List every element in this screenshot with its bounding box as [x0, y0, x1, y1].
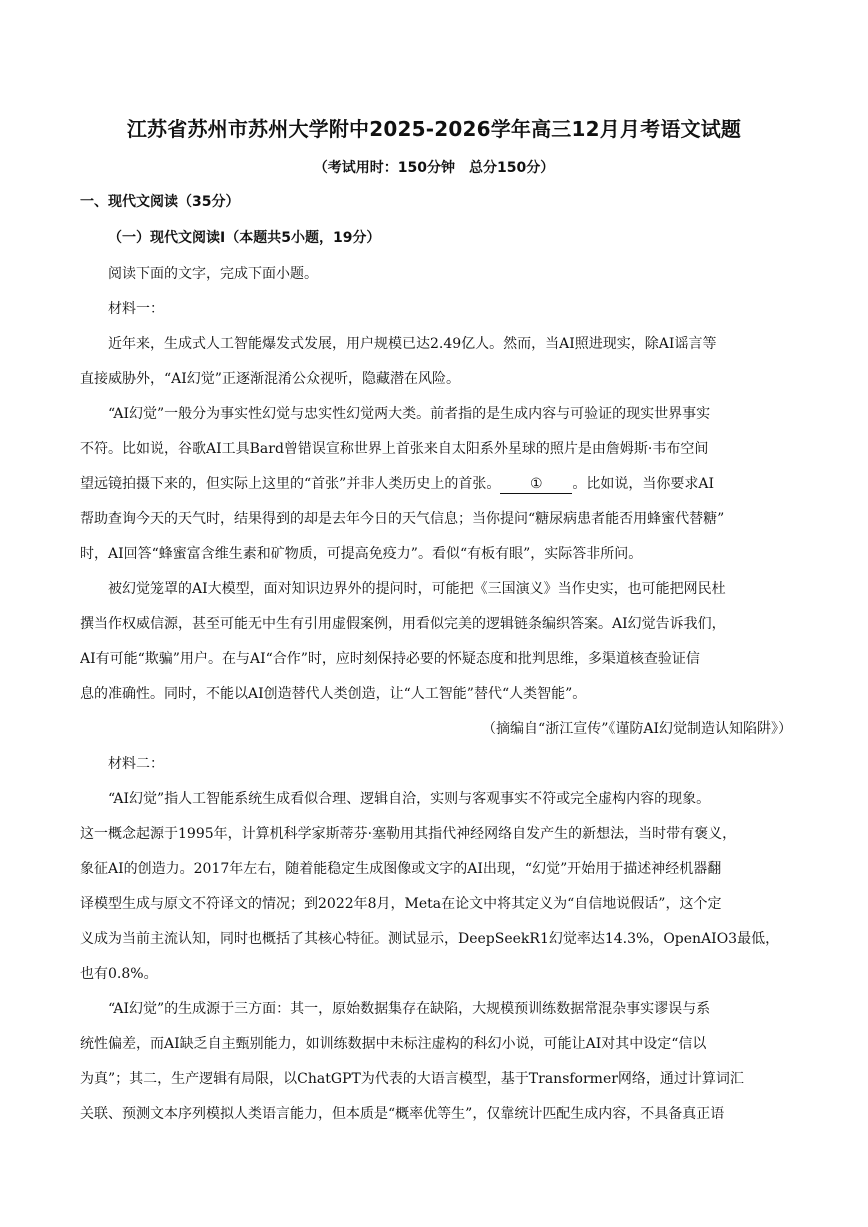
paragraph-line: 近年来，生成式人工智能爆发式发展，用户规模已达2.49亿人。然而，当AI照进现实，除AI谣言等 — [108, 336, 717, 352]
paragraph-line: “AI幻觉”指人工智能系统生成看似合理、逻辑自洽，实则与客观事实不符或完全虚构内容的现象。 — [108, 791, 711, 807]
paragraph-line: 息的准确性。同时，不能以AI创造替代人类创造，让“人工智能”替代“人类智能”。 — [80, 686, 587, 702]
paragraph-line: 时，AI回答“蜂蜜富含维生素和矿物质，可提高免疫力”。看似“有板有眼”，实际答非所问。 — [80, 546, 643, 562]
paragraph-line: 象征AI的创造力。2017年左右，随着能稳定生成图像或文字的AI出现，“幻觉”开始用于描述神经机器翻 — [80, 861, 722, 877]
paragraph-line: 被幻觉笼罩的AI大模型，面对知识边界外的提问时，可能把《三国演义》当作史实，也可能把网民杜 — [108, 581, 726, 597]
paragraph-text: 。比如说，当你要求AI — [572, 476, 714, 492]
instruction-text: 阅读下面的文字，完成下面小题。 — [108, 266, 318, 282]
exam-title: 江苏省苏州市苏州大学附中2025-2026学年高三12月月考语文试题 — [126, 117, 742, 141]
paragraph-line: 义成为当前主流认知，同时也概括了其核心特征。测试显示，DeepSeekR1幻觉率达14.3%，OpenAIO3最低， — [80, 931, 780, 947]
material-label: 材料一： — [108, 301, 164, 317]
subsection-heading: （一）现代文阅读Ⅰ（本题共5小题，19分） — [108, 230, 381, 246]
paragraph-line: 不符。比如说，谷歌AI工具Bard曾错误宣称世界上首张来自太阳系外星球的照片是由詹姆斯·韦布空间 — [80, 441, 709, 457]
paragraph-line: 也有0.8%。 — [80, 966, 158, 982]
fill-blank: ① — [500, 476, 572, 494]
source-citation: （摘编自“浙江宣传”《谨防AI幻觉制造认知陷阱》） — [482, 721, 792, 737]
paragraph-line: “AI幻觉”的生成源于三方面：其一，原始数据集存在缺陷，大规模预训练数据常混杂事实谬误与系 — [108, 1001, 711, 1017]
paragraph-line: 统性偏差，而AI缺乏自主甄别能力，如训练数据中未标注虚构的科幻小说，可能让AI对其中设定“信以 — [80, 1036, 707, 1052]
exam-subtitle: （考试用时：150分钟 总分150分） — [313, 160, 555, 176]
paragraph-line: 关联、预测文本序列模拟人类语言能力，但本质是“概率优等生”，仅靠统计匹配生成内容，不具备真正语 — [80, 1106, 725, 1122]
paragraph-line: 撰当作权威信源，甚至可能无中生有引用虚假案例，用看似完美的逻辑链条编织答案。AI幻觉告诉我们， — [80, 616, 726, 632]
paragraph-line-with-blank — [80, 473, 792, 495]
paragraph-line: 帮助查询今天的天气时，结果得到的却是去年今日的天气信息；当你提问“糖尿病患者能否用蜂蜜代替糖” — [80, 511, 725, 527]
paragraph-text: 望远镜拍摄下来的，但实际上这里的“首张”并非人类历史上的首张。 — [80, 476, 501, 492]
section-heading: 一、现代文阅读（35分） — [80, 194, 240, 210]
paragraph-line: “AI幻觉”一般分为事实性幻觉与忠实性幻觉两大类。前者指的是生成内容与可验证的现实世界事实 — [108, 406, 711, 422]
paragraph-line: AI有可能“欺骗”用户。在与AI“合作”时，应时刻保持必要的怀疑态度和批判思维，多渠道核查验证信 — [80, 651, 700, 667]
paragraph-line: 译模型生成与原文不符译文的情况；到2022年8月，Meta在论文中将其定义为“自信地说假话”，这个定 — [80, 896, 722, 912]
paragraph-line: 直接威胁外，“AI幻觉”正逐渐混淆公众视听，隐藏潜在风险。 — [80, 371, 460, 387]
paragraph-line: 为真”；其二，生产逻辑有局限，以ChatGPT为代表的大语言模型，基于Transformer网络，通过计算词汇 — [80, 1071, 744, 1087]
paragraph-line: 这一概念起源于1995年，计算机科学家斯蒂芬·塞勒用其指代神经网络自发产生的新想法，当时带有褒义， — [80, 826, 737, 842]
material-label: 材料二： — [108, 756, 164, 772]
